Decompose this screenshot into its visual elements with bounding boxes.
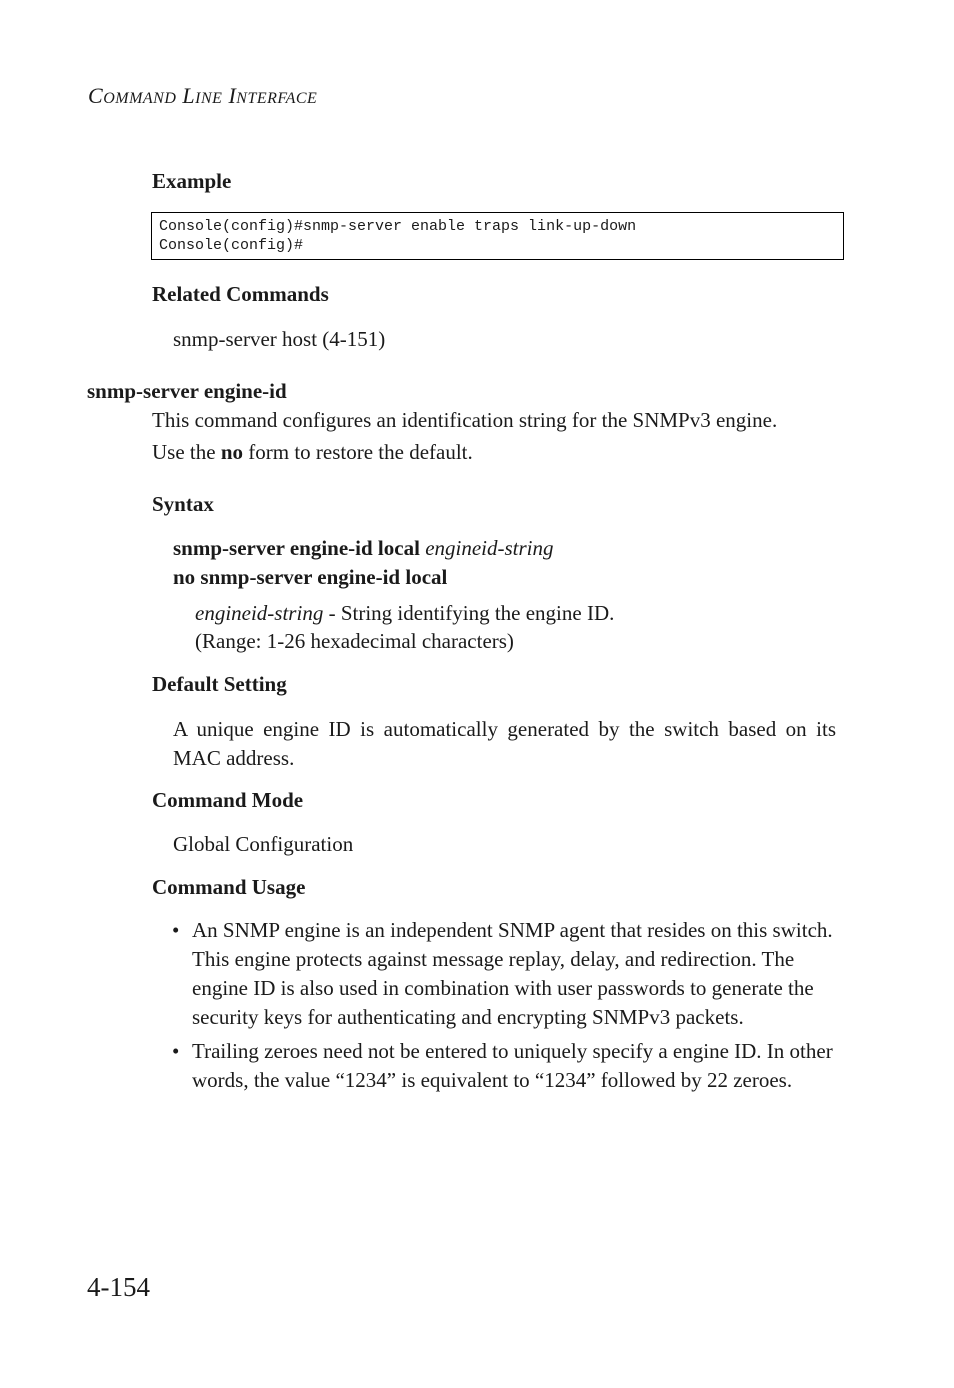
- syntax-no-command: no snmp-server engine-id local: [173, 565, 448, 589]
- command-mode-text: Global Configuration: [173, 832, 354, 856]
- header-word-1-cap: C: [88, 83, 104, 108]
- code-line: Console(config)#snmp-server enable traps link-up-down: [159, 218, 637, 235]
- code-line: Console(config)#: [159, 237, 304, 254]
- header-word-1-rest: OMMAND: [103, 90, 177, 107]
- syntax-line-1: [173, 534, 554, 563]
- example-code-block: [151, 212, 844, 260]
- example-heading: Example: [152, 169, 232, 193]
- header-word-2-rest: INE: [195, 90, 223, 107]
- bullet-text: An SNMP engine is an independent SNMP agent that resides on this switch. This engine protects against message replay, delay, and redirection. The engine ID is also used in combination with user passwords to generate the security keys for authenticating and encrypting SNMPv3 packets.: [192, 918, 833, 1029]
- header-word-2-cap: L: [182, 83, 196, 108]
- desc-pre: Use the: [152, 440, 221, 464]
- list-item: [172, 916, 840, 1032]
- syntax-command: snmp-server engine-id local: [173, 536, 420, 560]
- command-title: snmp-server engine-id: [87, 379, 287, 403]
- default-setting-text: A unique engine ID is automatically generated by the switch based on its MAC address.: [173, 717, 836, 770]
- header-word-3-rest: NTERFACE: [236, 90, 318, 107]
- command-description-line-2: [152, 438, 473, 467]
- related-commands-heading: Related Commands: [152, 282, 329, 306]
- param-name: engineid-string: [195, 601, 324, 625]
- param-range: (Range: 1-26 hexadecimal characters): [195, 629, 514, 653]
- desc-post: form to restore the default.: [243, 440, 473, 464]
- running-header: [88, 83, 317, 109]
- command-mode-heading: Command Mode: [152, 788, 304, 812]
- command-usage-heading: Command Usage: [152, 875, 306, 899]
- page-number: 4-154: [87, 1272, 150, 1302]
- syntax-line-2: [173, 563, 447, 592]
- syntax-heading: Syntax: [152, 492, 214, 516]
- command-usage-list: [172, 916, 840, 1100]
- default-setting-heading: Default Setting: [152, 672, 287, 696]
- header-word-3-cap: I: [228, 83, 237, 108]
- desc-keyword-no: no: [220, 440, 244, 464]
- param-text: - String identifying the engine ID.: [323, 601, 615, 625]
- param-description: [195, 599, 614, 628]
- command-description-line-1: This command configures an identification string for the SNMPv3 engine.: [152, 408, 778, 432]
- syntax-parameter: engineid-string: [425, 536, 554, 560]
- related-command-link[interactable]: snmp-server host (4-151): [173, 327, 386, 351]
- bullet-icon: •: [172, 918, 180, 942]
- list-item: [172, 1037, 840, 1095]
- bullet-icon: •: [172, 1039, 180, 1063]
- bullet-text: Trailing zeroes need not be entered to uniquely specify a engine ID. In other words, the value “1234” is equivalent to “1234” followed by 22 zeroes.: [192, 1039, 833, 1092]
